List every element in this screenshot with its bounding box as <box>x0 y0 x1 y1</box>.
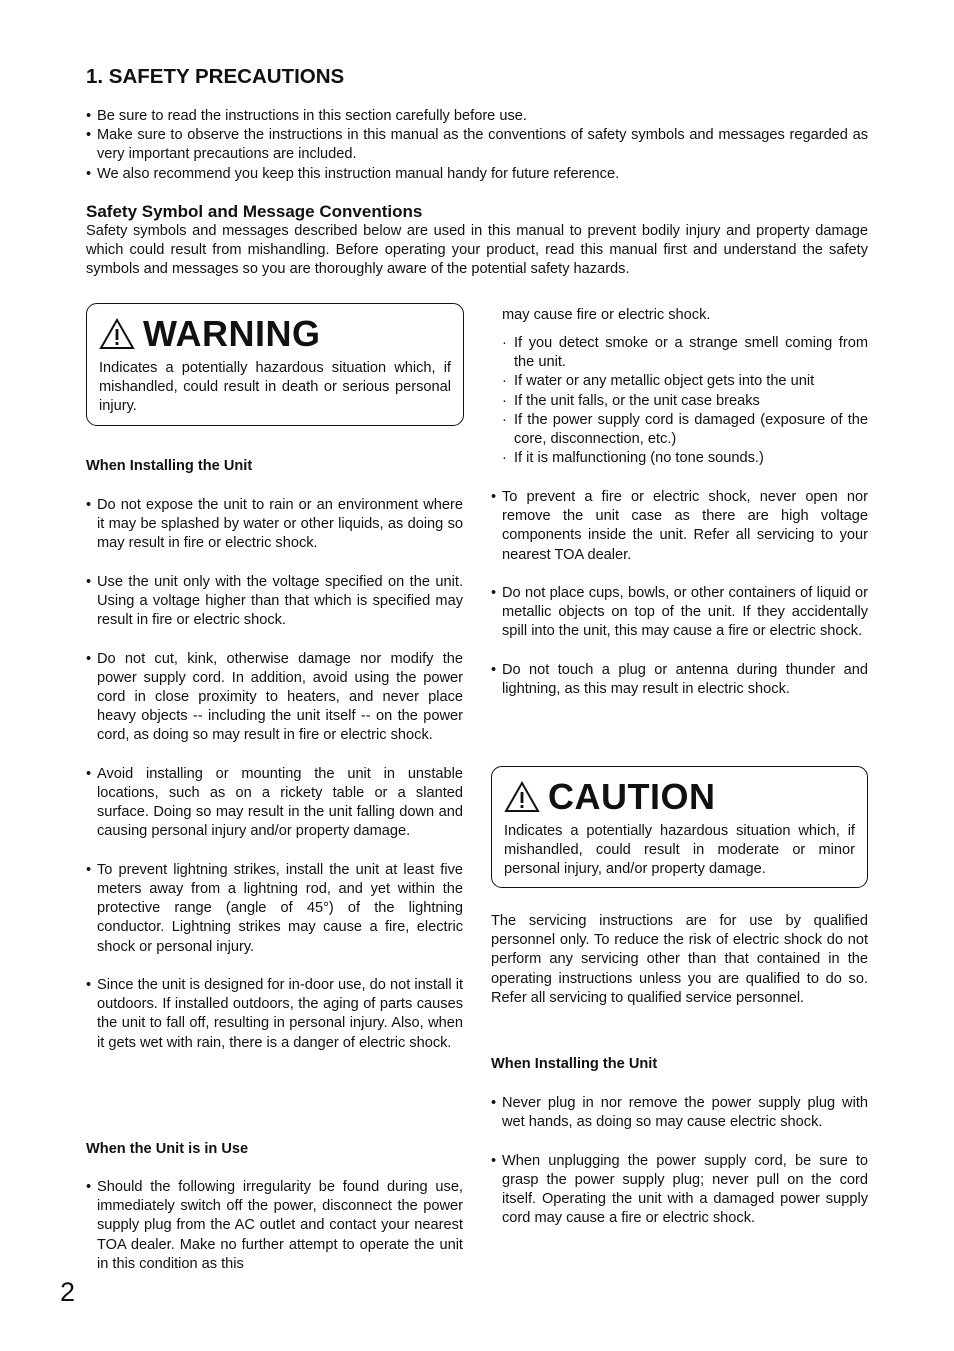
conventions-heading: Safety Symbol and Message Conventions <box>86 202 423 221</box>
intro-list <box>86 107 868 184</box>
caution-box <box>491 766 868 888</box>
caution-label: CAUTION <box>548 776 716 817</box>
list-item: • To prevent lightning strikes, install the unit at least five meters away from a lightning rod, and yet within the protective range (angle of 45°) of the lightning conductor. Lightning strikes may cause a fire, electric shock or personal injury. <box>86 861 463 957</box>
list-item: · If it is malfunctioning (no tone sounds.) <box>502 449 868 468</box>
list-item: • We also recommend you keep this instruction manual handy for future reference. <box>86 165 868 184</box>
list-item: • Make sure to observe the instructions in this manual as the conventions of safety symbols and messages regarded as very important precautions are included. <box>86 126 868 164</box>
caution-installing-list <box>491 1094 868 1228</box>
caution-triangle-icon <box>504 781 540 813</box>
caution-installing-heading: When Installing the Unit <box>491 1056 658 1072</box>
warning-text: Indicates a potentially hazardous situation which, if mishandled, could result in death or serious personal injury. <box>99 360 451 415</box>
warning-in-use-heading: When the Unit is in Use <box>86 1141 249 1157</box>
list-item: • Do not place cups, bowls, or other containers of liquid or metallic objects on top of the unit. If they accidentally spill into the unit, this may cause a fire or electric shock. <box>491 584 868 642</box>
warning-box <box>86 303 464 426</box>
list-item: · If water or any metallic object gets into the unit <box>502 372 868 391</box>
list-item: • Never plug in nor remove the power supply plug with wet hands, as doing so may cause electric shock. <box>491 1094 868 1132</box>
irregularity-list <box>502 334 868 468</box>
warning-installing-heading: When Installing the Unit <box>86 458 253 474</box>
list-item: · If the power supply cord is damaged (exposure of the core, disconnection, etc.) <box>502 411 868 449</box>
continuation-text: may cause fire or electric shock. <box>502 307 711 323</box>
list-item: · If you detect smoke or a strange smell coming from the unit. <box>502 334 868 372</box>
servicing-text: The servicing instructions are for use by qualified personnel only. To reduce the risk of electric shock do not perform any servicing other than that contained in the operating instructions unless you are qualified to do so. Refer all servicing to qualified service personnel. <box>491 913 868 1006</box>
warning-title <box>99 312 451 356</box>
section-title: 1. SAFETY PRECAUTIONS <box>86 65 345 88</box>
list-item: · If the unit falls, or the unit case breaks <box>502 392 868 411</box>
list-item: • Do not touch a plug or antenna during thunder and lightning, as this may result in electric shock. <box>491 661 868 699</box>
list-item: • To prevent a fire or electric shock, never open nor remove the unit case as there are high voltage components inside the unit. Refer all servicing to your nearest TOA dealer. <box>491 488 868 565</box>
list-item: • Do not expose the unit to rain or an environment where it may be splashed by water or other liquids, as doing so may result in fire or electric shock. <box>86 496 463 554</box>
page-number: 2 <box>60 1277 76 1307</box>
list-item: • Should the following irregularity be found during use, immediately switch off the power, disconnect the power supply plug from the AC outlet and contact your nearest TOA dealer. Make no further attempt to operate the unit in this condition as this <box>86 1178 463 1274</box>
caution-title <box>504 775 855 819</box>
warning-in-use-more-list <box>491 488 868 699</box>
list-item: • Since the unit is designed for in-door use, do not install it outdoors. If installed outdoors, the aging of parts causes the unit to fall off, resulting in personal injury. Also, when it gets wet with rain, there is a danger of electric shock. <box>86 976 463 1053</box>
list-item: • Do not cut, kink, otherwise damage nor modify the power supply cord. In addition, avoid using the power cord in close proximity to heaters, and never place heavy objects -- including the unit itself -- on the power cord, as doing so may result in fire or electric shock. <box>86 650 463 746</box>
conventions-text: Safety symbols and messages described below are used in this manual to prevent bodily injury and property damage which could result from mishandling. Before operating your product, read this manual first and understand the safety symbols and messages so you are thoroughly aware of the potential safety hazards. <box>86 223 868 278</box>
caution-text: Indicates a potentially hazardous situation which, if mishandled, could result in moderate or minor personal injury, and/or property damage. <box>504 823 855 878</box>
list-item: • Be sure to read the instructions in this section carefully before use. <box>86 107 868 126</box>
warning-triangle-icon <box>99 318 135 350</box>
warning-label: WARNING <box>143 313 321 354</box>
list-item: • Use the unit only with the voltage specified on the unit. Using a voltage higher than that which is specified may result in fire or electric shock. <box>86 573 463 631</box>
list-item: • Avoid installing or mounting the unit in unstable locations, such as on a rickety table or a slanted surface. Doing so may result in the unit falling down and causing personal injury and/or property damage. <box>86 765 463 842</box>
list-item: • When unplugging the power supply cord, be sure to grasp the power supply plug; never pull on the cord itself. Operating the unit with a damaged power supply cord may cause a fire or electric shock. <box>491 1152 868 1229</box>
warning-installing-list <box>86 496 463 1053</box>
warning-in-use-list <box>86 1178 463 1274</box>
